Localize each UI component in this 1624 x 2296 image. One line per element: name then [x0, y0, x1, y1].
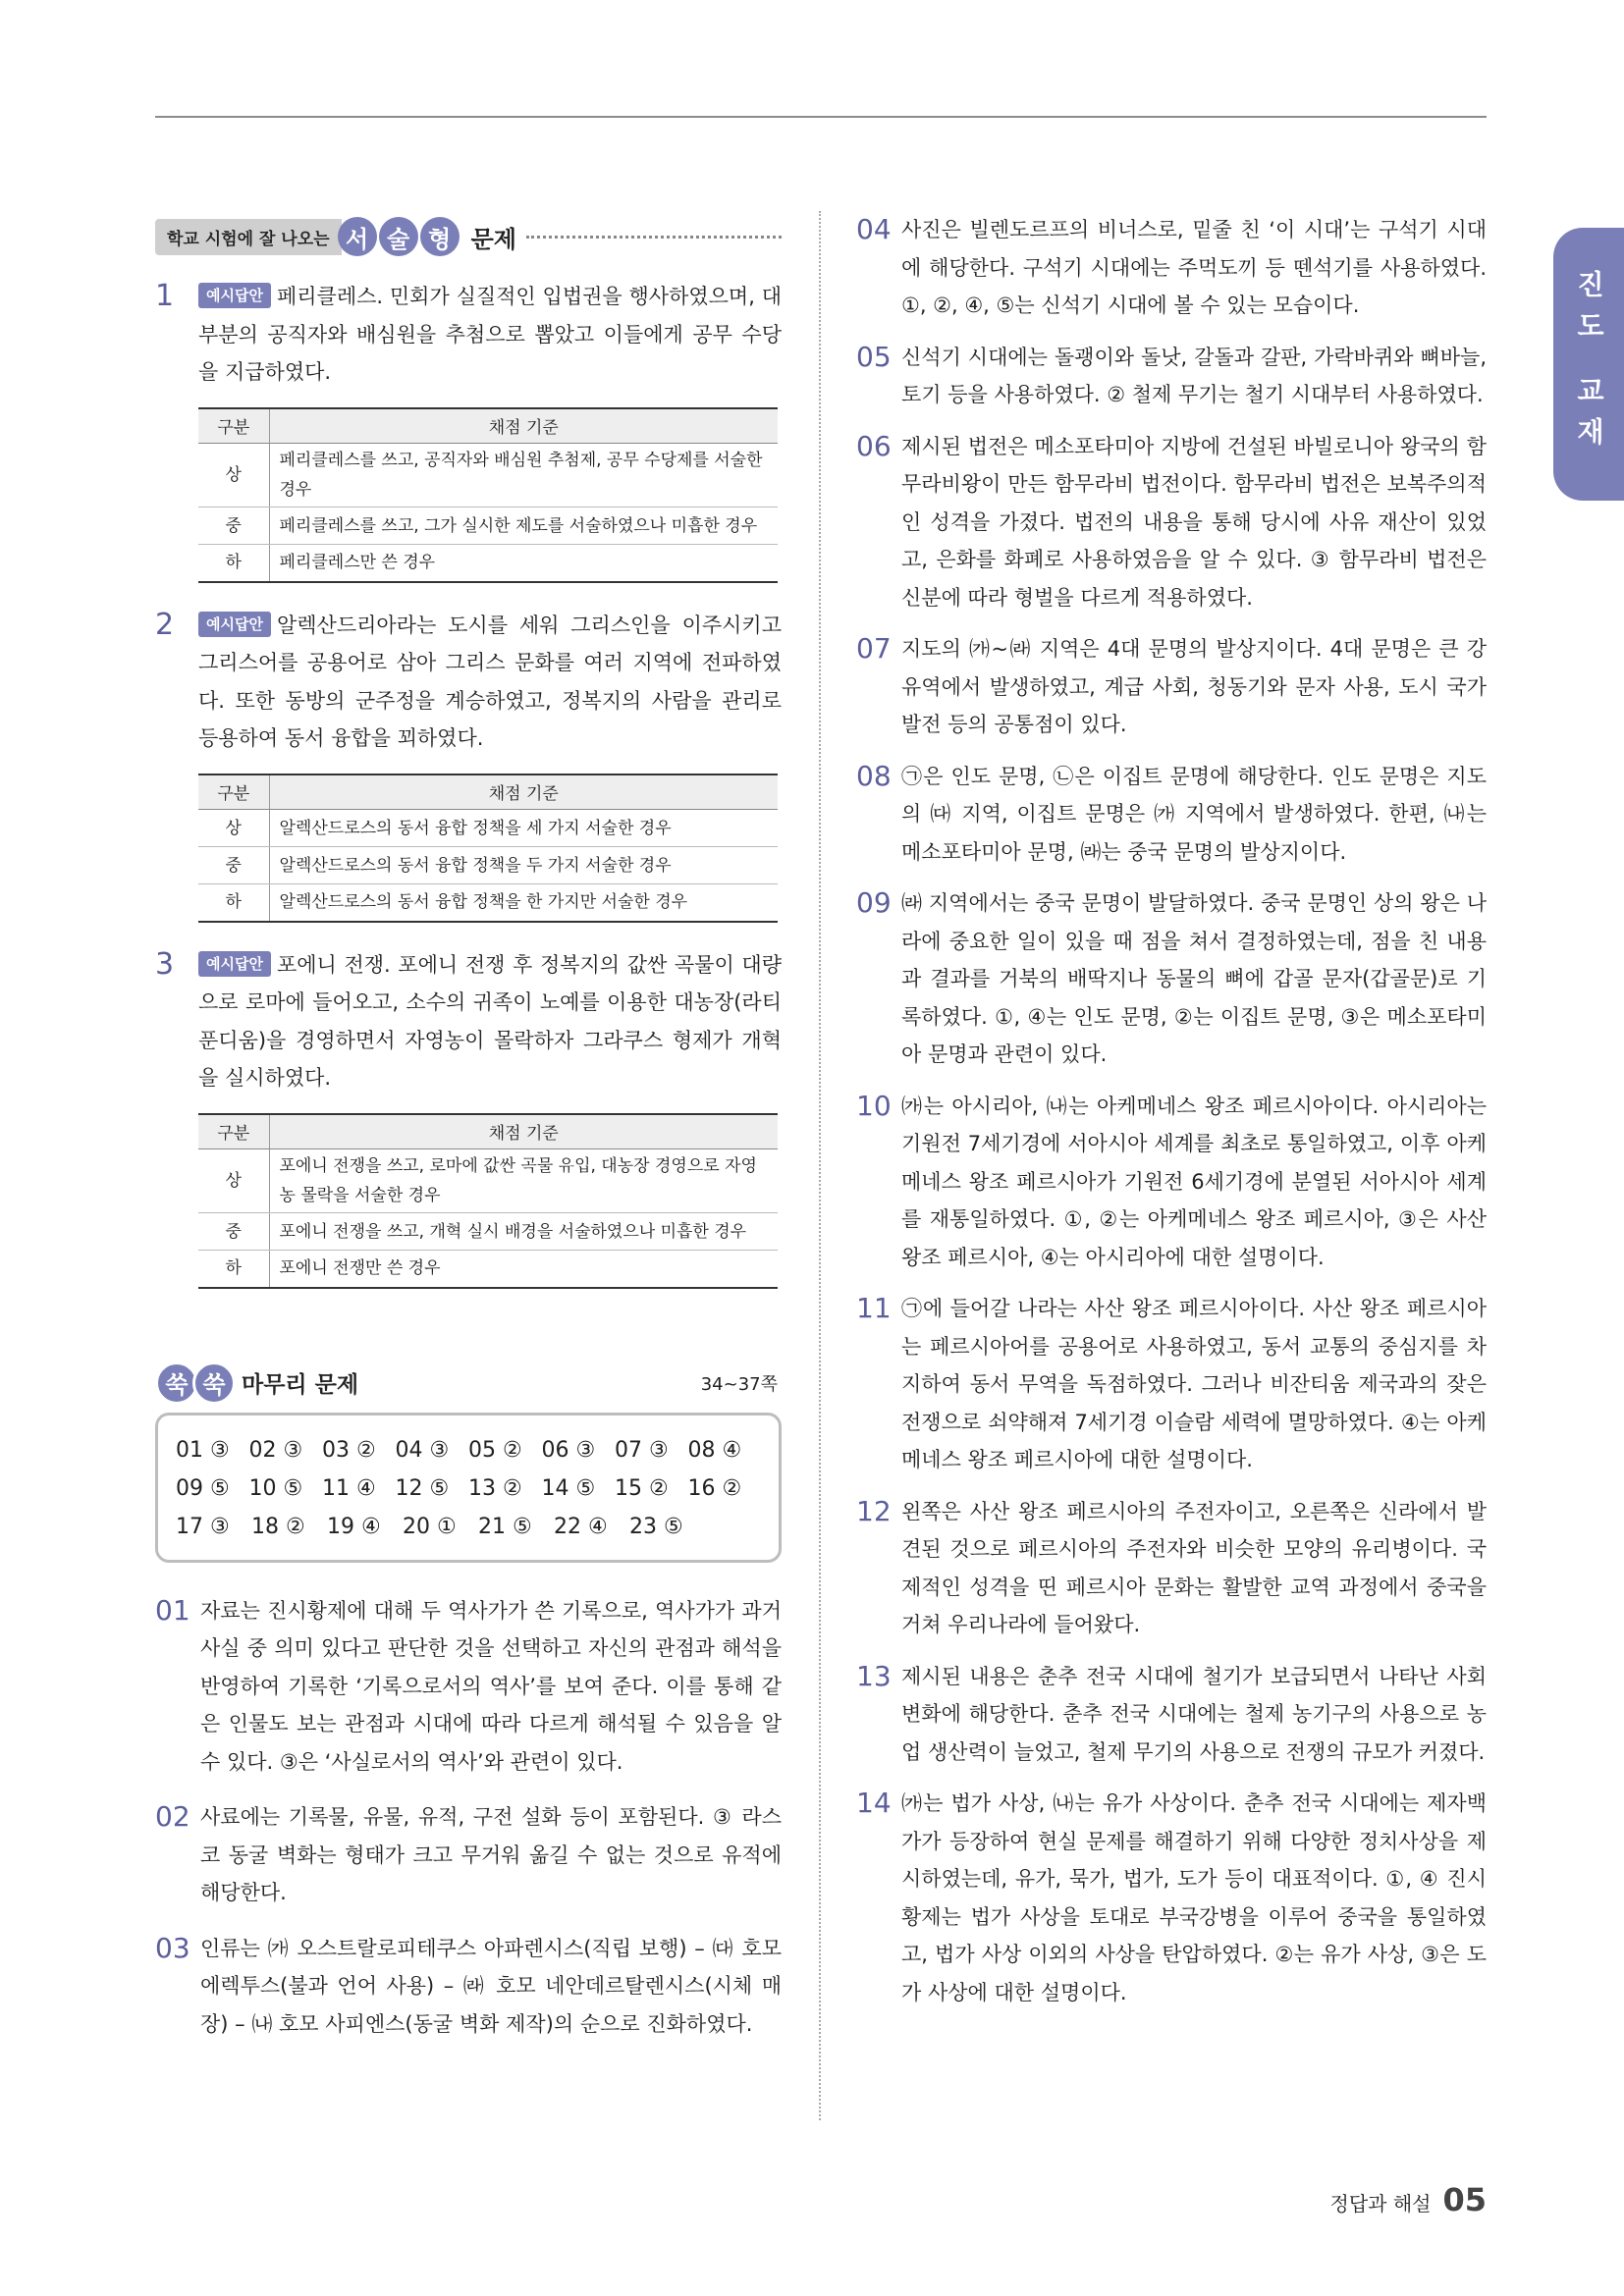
criteria-cell: 포에니 전쟁을 쓰고, 로마에 값싼 곡물 유입, 대농장 경영으로 자영농 몰락을 서술한 경우 [269, 1149, 778, 1213]
explanation-item-05 [856, 339, 1487, 414]
essay-item-3 [155, 946, 782, 1289]
grade-cell: 중 [198, 847, 269, 884]
left-column [155, 211, 782, 2043]
answer-item: 10 ⑤ [248, 1475, 303, 1501]
section-prefix: 학교 시험에 잘 나오는 [155, 219, 342, 255]
answer-item: 16 ② [687, 1475, 742, 1501]
sample-answer-tag: 예시답안 [198, 951, 271, 977]
section-dotted-rule [526, 236, 782, 239]
explanation-number: 11 [856, 1292, 892, 1324]
table-head-criteria: 채점 기준 [269, 408, 778, 444]
section-ball: 형 [420, 217, 460, 256]
chapter-side-tab [1553, 228, 1624, 501]
explanation-text: 사료에는 기록물, 유물, 유적, 구전 설화 등이 포함된다. ③ 라스코 동굴 벽화는 형태가 크고 무거워 옮길 수 없는 것으로 유적에 해당한다. [200, 1805, 782, 1904]
answer-item: 20 ① [403, 1514, 457, 1539]
page-number: 05 [1442, 2181, 1487, 2218]
explanation-item-06 [856, 428, 1487, 617]
page-footer [1330, 2181, 1488, 2218]
essay-answer-text: 페리클레스. 민회가 실질적인 입법권을 행사하였으며, 대부분의 공직자와 배심원을 추첨으로 뽑았고 이들에게 공무 수당을 지급하였다. [198, 285, 782, 384]
criteria-cell: 페리클레스를 쓰고, 그가 실시한 제도를 서술하였으나 미흡한 경우 [269, 507, 778, 545]
explanation-text: 제시된 내용은 춘추 전국 시대에 철기가 보급되면서 나타난 사회 변화에 해당한다. 춘추 전국 시대에는 철제 농기구의 사용으로 농업 생산력이 늘었고, 철제 무기의 사용으로 전쟁의 규모가 커졌다. [901, 1664, 1487, 1764]
essay-item-2 [155, 607, 782, 923]
explanation-number: 04 [856, 213, 892, 245]
table-row [198, 1149, 778, 1213]
explanation-text: 신석기 시대에는 돌괭이와 돌낫, 갈돌과 갈판, 가락바퀴와 뼈바늘, 토기 등을 사용하였다. ② 철제 무기는 철기 시대부터 사용하였다. [901, 345, 1487, 406]
grade-cell: 상 [198, 1149, 269, 1213]
explanation-text: 사진은 빌렌도르프의 비너스로, 밑줄 친 ‘이 시대’는 구석기 시대에 해당한다. 구석기 시대에는 주먹도끼 등 뗀석기를 사용하였다. ①, ②, ④, ⑤는 신석기 시대에 볼 수 있는 모습이다. [901, 218, 1487, 317]
table-row [198, 884, 778, 922]
table-row [198, 810, 778, 847]
answer-row [176, 1431, 761, 1469]
explanation-text: 인류는 ㈎ 오스트랄로피테쿠스 아파렌시스(직립 보행) – ㈐ 호모 에렉투스(불과 언어 사용) – ㈑ 호모 네안데르탈렌시스(시체 매장) – ㈏ 호모 사피엔스(동굴 벽화 제작)의 순으로 진화하였다. [200, 1936, 782, 2036]
explanation-number: 02 [155, 1800, 190, 1833]
explanation-text: 지도의 ㈎~㈑ 지역은 4대 문명의 발상지이다. 4대 문명은 큰 강 유역에서 발생하였고, 계급 사회, 청동기와 문자 사용, 도시 국가 발전 등의 공통점이 있다. [901, 637, 1487, 736]
answer-item: 02 ③ [248, 1437, 303, 1463]
essay-answer-text: 알렉산드리아라는 도시를 세워 그리스인을 이주시키고 그리스어를 공용어로 삼아 그리스 문화를 여러 지역에 전파하였다. 또한 동방의 군주정을 계승하였고, 정복지의 사람을 관리로 등용하여 동서 융합을 꾀하였다. [198, 613, 782, 750]
table-row [198, 847, 778, 884]
essay-answer-text: 포에니 전쟁. 포에니 전쟁 후 정복지의 값싼 곡물이 대량으로 로마에 들어오고, 소수의 귀족이 노예를 이용한 대농장(라티푼디움)을 경영하면서 자영농이 몰락하자 그라쿠스 형제가 개혁을 실시하였다. [198, 952, 782, 1090]
grade-cell: 중 [198, 507, 269, 545]
answer-item: 17 ③ [176, 1514, 230, 1539]
essay-item-1 [155, 278, 782, 583]
essay-section-header [155, 211, 782, 262]
essay-number: 2 [155, 607, 175, 642]
grading-table [198, 407, 778, 583]
table-head-grade: 구분 [198, 774, 269, 810]
essay-number: 1 [155, 279, 175, 313]
explanation-item-14 [856, 1785, 1487, 2011]
answer-item: 04 ③ [395, 1437, 450, 1463]
explanation-text: 제시된 법전은 메소포타미아 지방에 건설된 바빌로니아 왕국의 함무라비왕이 만든 함무라비 법전이다. 함무라비 법전은 보복주의적인 성격을 가졌다. 법전의 내용을 통해 당시에 사유 재산이 있었고, 은화를 화폐로 사용하였음을 알 수 있다. ③ 함무라비 법전은 신분에 따라 형벌을 다르게 적용하였다. [901, 434, 1487, 610]
grade-cell: 하 [198, 1251, 269, 1288]
answer-item: 08 ④ [687, 1437, 742, 1463]
answer-row [176, 1508, 761, 1546]
table-row [198, 507, 778, 545]
answer-item: 12 ⑤ [395, 1475, 450, 1501]
right-column [856, 211, 1487, 2011]
answer-item: 15 ② [615, 1475, 669, 1501]
sample-answer-tag: 예시답안 [198, 612, 271, 637]
answer-item: 19 ④ [327, 1514, 381, 1539]
explanation-item-02 [155, 1798, 782, 1912]
explanation-number: 13 [856, 1659, 892, 1692]
explanation-item-04 [856, 211, 1487, 325]
finish-title: 마무리 문제 [242, 1372, 359, 1398]
criteria-cell: 포에니 전쟁을 쓰고, 개혁 실시 배경을 서술하였으나 미흡한 경우 [269, 1213, 778, 1251]
top-rule [155, 116, 1487, 118]
finish-ball: 쑥 [192, 1362, 236, 1405]
table-head-grade: 구분 [198, 408, 269, 444]
finish-page-range: 34~37쪽 [700, 1373, 778, 1395]
answer-item: 05 ② [468, 1437, 522, 1463]
explanation-text: ㈎는 아시리아, ㈏는 아케메네스 왕조 페르시아이다. 아시리아는 기원전 7세기경에 서아시아 세계를 최초로 통일하였고, 이후 아케메네스 왕조 페르시아가 기원전 6세기경에 분열된 서아시아 세계를 재통일하였다. ①, ②는 아케메네스 왕조 페르시아, ③은 사산 왕조 페르시아, ④는 아시리아에 대한 설명이다. [901, 1094, 1487, 1269]
section-ball: 술 [379, 217, 418, 256]
explanation-number: 05 [856, 340, 892, 373]
essay-answer [198, 946, 782, 1097]
section-balls [338, 217, 461, 256]
section-title: 문제 [470, 225, 516, 253]
explanation-item-13 [856, 1658, 1487, 1772]
explanation-number: 12 [856, 1494, 892, 1527]
side-tab-label: 진도 교재 [1573, 270, 1605, 458]
table-row [198, 545, 778, 582]
finish-ball: 쑥 [155, 1362, 198, 1405]
explanation-number: 14 [856, 1787, 892, 1819]
table-head-criteria: 채점 기준 [269, 1114, 778, 1149]
explanation-number: 07 [856, 632, 892, 665]
answer-item: 11 ④ [322, 1475, 376, 1501]
explanation-number: 09 [856, 886, 892, 919]
explanation-item-09 [856, 884, 1487, 1074]
answer-row [176, 1469, 761, 1508]
sample-answer-tag: 예시답안 [198, 283, 271, 308]
finish-section-header [155, 1356, 782, 1411]
answer-item: 07 ③ [615, 1437, 669, 1463]
criteria-cell: 알렉산드로스의 동서 융합 정책을 두 가지 서술한 경우 [269, 847, 778, 884]
criteria-cell: 포에니 전쟁만 쓴 경우 [269, 1251, 778, 1288]
criteria-cell: 페리클레스를 쓰고, 공직자와 배심원 추첨제, 공무 수당제를 서술한 경우 [269, 444, 778, 507]
explanation-number: 10 [856, 1089, 892, 1122]
explanation-text: ㈎는 법가 사상, ㈏는 유가 사상이다. 춘추 전국 시대에는 제자백가가 등장하여 현실 문제를 해결하기 위해 다양한 정치사상을 제시하였는데, 유가, 묵가, 법가, 도가 등이 대표적이다. ①, ④ 진시황제는 법가 사상을 토대로 부국강병을 이루어 중국을 통일하였고, 법가 사상 이외의 사상을 탄압하였다. ②는 유가 사상, ③은 도가 사상에 대한 설명이다. [901, 1791, 1487, 2004]
grade-cell: 하 [198, 545, 269, 582]
answer-item: 21 ⑤ [478, 1514, 532, 1539]
explanation-text: ㈑ 지역에서는 중국 문명이 발달하였다. 중국 문명인 상의 왕은 나라에 중요한 일이 있을 때 점을 쳐서 결정하였는데, 점을 친 내용과 결과를 거북의 배딱지나 동물의 뼈에 갑골 문자(갑골문)로 기록하였다. ①, ④는 인도 문명, ②는 이집트 문명, ③은 메소포타미아 문명과 관련이 있다. [901, 891, 1487, 1066]
answer-item: 22 ④ [554, 1514, 608, 1539]
explanation-item-01 [155, 1592, 782, 1782]
criteria-cell: 알렉산드로스의 동서 융합 정책을 한 가지만 서술한 경우 [269, 884, 778, 922]
answer-key-box [155, 1413, 782, 1563]
explanation-text: ㉠은 인도 문명, ㉡은 이집트 문명에 해당한다. 인도 문명은 지도의 ㈐ 지역, 이집트 문명은 ㈎ 지역에서 발생하였다. 한편, ㈏는 메소포타미아 문명, ㈑는 중국 문명의 발상지이다. [901, 764, 1487, 864]
answer-item: 06 ③ [541, 1437, 596, 1463]
table-row [198, 444, 778, 507]
explanation-text: 왼쪽은 사산 왕조 페르시아의 주전자이고, 오른쪽은 신라에서 발견된 것으로 페르시아의 주전자와 비슷한 모양의 유리병이다. 국제적인 성격을 띤 페르시아 문화는 활발한 교역 과정에서 중국을 거쳐 우리나라에 들어왔다. [901, 1499, 1487, 1636]
grading-table [198, 1113, 778, 1289]
grade-cell: 중 [198, 1213, 269, 1251]
table-head-grade: 구분 [198, 1114, 269, 1149]
answer-item: 09 ⑤ [176, 1475, 230, 1501]
answer-item: 18 ② [251, 1514, 305, 1539]
explanation-item-12 [856, 1493, 1487, 1644]
explanation-item-11 [856, 1290, 1487, 1479]
criteria-cell: 페리클레스만 쓴 경우 [269, 545, 778, 582]
grade-cell: 상 [198, 444, 269, 507]
explanation-text: 자료는 진시황제에 대해 두 역사가가 쓴 기록으로, 역사가가 과거 사실 중 의미 있다고 판단한 것을 선택하고 자신의 관점과 해석을 반영하여 기록한 ‘기록으로서의 역사’를 보여 준다. 이를 통해 같은 인물도 보는 관점과 시대에 따라 다르게 해석될 수 있음을 알 수 있다. ③은 ‘사실로서의 역사’와 관련이 있다. [200, 1598, 782, 1774]
explanation-number: 01 [155, 1593, 190, 1627]
table-head-criteria: 채점 기준 [269, 774, 778, 810]
grading-table [198, 774, 778, 923]
column-divider [819, 211, 821, 2120]
explanation-number: 03 [155, 1931, 190, 1964]
answer-item: 23 ⑤ [629, 1514, 683, 1539]
essay-answer [198, 607, 782, 758]
essay-answer [198, 278, 782, 392]
explanation-item-10 [856, 1088, 1487, 1277]
footer-label: 정답과 해설 [1329, 2192, 1432, 2216]
explanation-item-08 [856, 758, 1487, 872]
answer-item: 03 ② [322, 1437, 376, 1463]
grade-cell: 하 [198, 884, 269, 922]
answer-item: 01 ③ [176, 1437, 230, 1463]
explanation-item-07 [856, 630, 1487, 744]
explanation-item-03 [155, 1930, 782, 2044]
section-ball: 서 [338, 217, 377, 256]
answer-item: 14 ⑤ [541, 1475, 596, 1501]
explanation-text: ㉠에 들어갈 나라는 사산 왕조 페르시아이다. 사산 왕조 페르시아는 페르시아어를 공용어로 사용하였고, 동서 교통의 중심지를 차지하여 동서 무역을 독점하였다. 그러나 비잔티움 제국과의 잦은 전쟁으로 쇠약해져 7세기경 이슬람 세력에 멸망하였다. ④는 아케메네스 왕조 페르시아에 대한 설명이다. [901, 1297, 1487, 1471]
explanation-number: 08 [856, 759, 892, 792]
table-row [198, 1251, 778, 1288]
essay-number: 3 [155, 946, 175, 982]
criteria-cell: 알렉산드로스의 동서 융합 정책을 세 가지 서술한 경우 [269, 810, 778, 847]
table-row [198, 1213, 778, 1251]
explanation-number: 06 [856, 429, 892, 462]
answer-item: 13 ② [468, 1475, 522, 1501]
grade-cell: 상 [198, 810, 269, 847]
